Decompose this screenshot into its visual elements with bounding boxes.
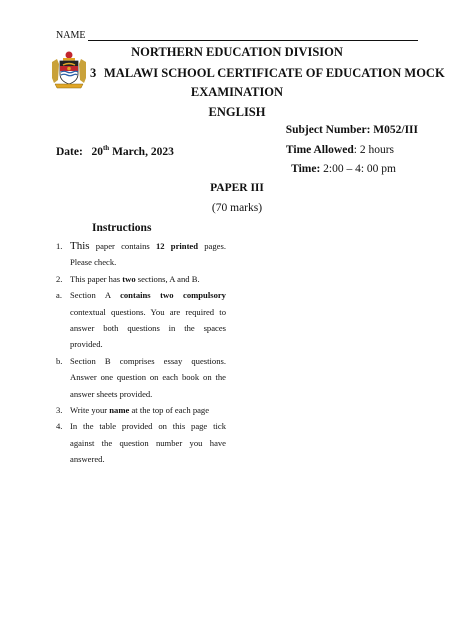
list-item: 1. This paper contains 12 printed pages. Please check. bbox=[56, 240, 226, 268]
list-item: 2. This paper has two sections, A and B. bbox=[56, 271, 226, 287]
date-suffix: th bbox=[102, 144, 110, 152]
paper-marks: (70 marks) bbox=[211, 202, 263, 214]
time-allowed bbox=[286, 144, 394, 156]
date-label: Date: bbox=[56, 145, 83, 158]
time-value: 2:00 – 4: 00 pm bbox=[320, 163, 396, 175]
date-rest: March, 2023 bbox=[112, 145, 174, 158]
date-day: 20 bbox=[91, 145, 103, 158]
instructions-heading: Instructions bbox=[92, 222, 152, 234]
exam-title-line2: EXAMINATION bbox=[190, 85, 284, 99]
item-marker: 1. bbox=[56, 241, 63, 251]
name-field-line[interactable] bbox=[88, 40, 418, 41]
time-allowed-value: : 2 hours bbox=[353, 144, 394, 156]
time-label: Time: bbox=[291, 163, 321, 175]
list-item: 4. In the table provided on this page tick against the question number you have answered. bbox=[56, 418, 226, 467]
list-item: b. Section B comprises essay questions. Answer one question on each book on the answer sheets provided. bbox=[56, 353, 226, 402]
list-item: 3. Write your name at the top of each page bbox=[56, 402, 226, 418]
item-marker: 2. bbox=[56, 273, 63, 284]
subject-title: ENGLISH bbox=[208, 105, 266, 119]
item-marker: a. bbox=[56, 290, 62, 301]
exam-title-line1: MALAWI SCHOOL CERTIFICATE OF EDUCATION MOCK bbox=[104, 66, 445, 80]
list-item: a. Section A contains two compulsory contextual questions. You are required to answer both questions in the spaces provided. bbox=[56, 287, 226, 353]
page-mark: 3 bbox=[90, 66, 97, 80]
subject-number: Subject Number: M052/III bbox=[285, 124, 418, 136]
item-marker: b. bbox=[56, 355, 63, 366]
exam-time bbox=[291, 163, 396, 175]
item-marker: 3. bbox=[56, 405, 63, 416]
paper-title: PAPER III bbox=[210, 182, 264, 194]
division-title: NORTHERN EDUCATION DIVISION bbox=[131, 45, 343, 59]
exam-date bbox=[56, 144, 174, 158]
name-label: NAME bbox=[56, 30, 86, 41]
time-allowed-label: Time Allowed bbox=[285, 144, 354, 156]
item-marker: 4. bbox=[56, 421, 63, 432]
instructions-list bbox=[56, 238, 226, 468]
